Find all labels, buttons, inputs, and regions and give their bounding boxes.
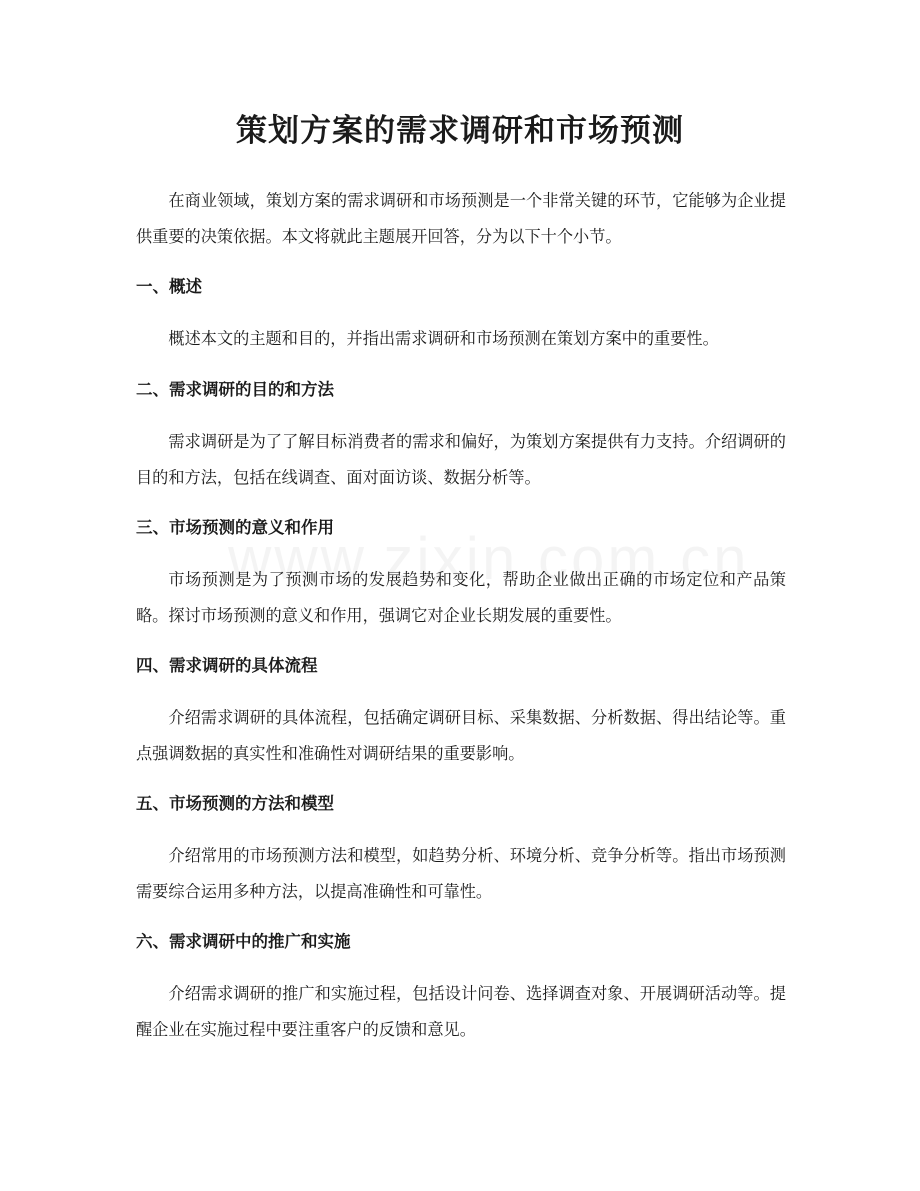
section-body-5: 介绍常用的市场预测方法和模型，如趋势分析、环境分析、竞争分析等。指出市场预测需要综合运用多种方法，以提高准确性和可靠性。 [136,846,786,901]
section-body-3: 市场预测是为了预测市场的发展趋势和变化，帮助企业做出正确的市场定位和产品策略。探讨市场预测的意义和作用，强调它对企业长期发展的重要性。 [136,570,786,625]
intro-paragraph: 在商业领域，策划方案的需求调研和市场预测是一个非常关键的环节，它能够为企业提供重要的决策依据。本文将就此主题展开回答，分为以下十个小节。 [136,191,786,246]
section-heading-5: 五、市场预测的方法和模型 [136,794,334,813]
section-body-6: 介绍需求调研的推广和实施过程，包括设计问卷、选择调查对象、开展调研活动等。提醒企业在实施过程中要注重客户的反馈和意见。 [136,984,786,1039]
section-heading-1: 一、概述 [136,277,202,296]
section-body-1: 概述本文的主题和目的，并指出需求调研和市场预测在策划方案中的重要性。 [168,329,719,348]
section-body-4: 介绍需求调研的具体流程，包括确定调研目标、采集数据、分析数据、得出结论等。重点强调数据的真实性和准确性对调研结果的重要影响。 [136,708,786,763]
section-heading-3: 三、市场预测的意义和作用 [136,518,334,537]
section-heading-6: 六、需求调研中的推广和实施 [136,932,351,951]
section-heading-2: 二、需求调研的目的和方法 [136,380,334,399]
document-title: 策划方案的需求调研和市场预测 [236,113,684,149]
section-heading-4: 四、需求调研的具体流程 [136,656,318,675]
section-body-2: 需求调研是为了了解目标消费者的需求和偏好，为策划方案提供有力支持。介绍调研的目的和方法，包括在线调查、面对面访谈、数据分析等。 [136,432,786,487]
